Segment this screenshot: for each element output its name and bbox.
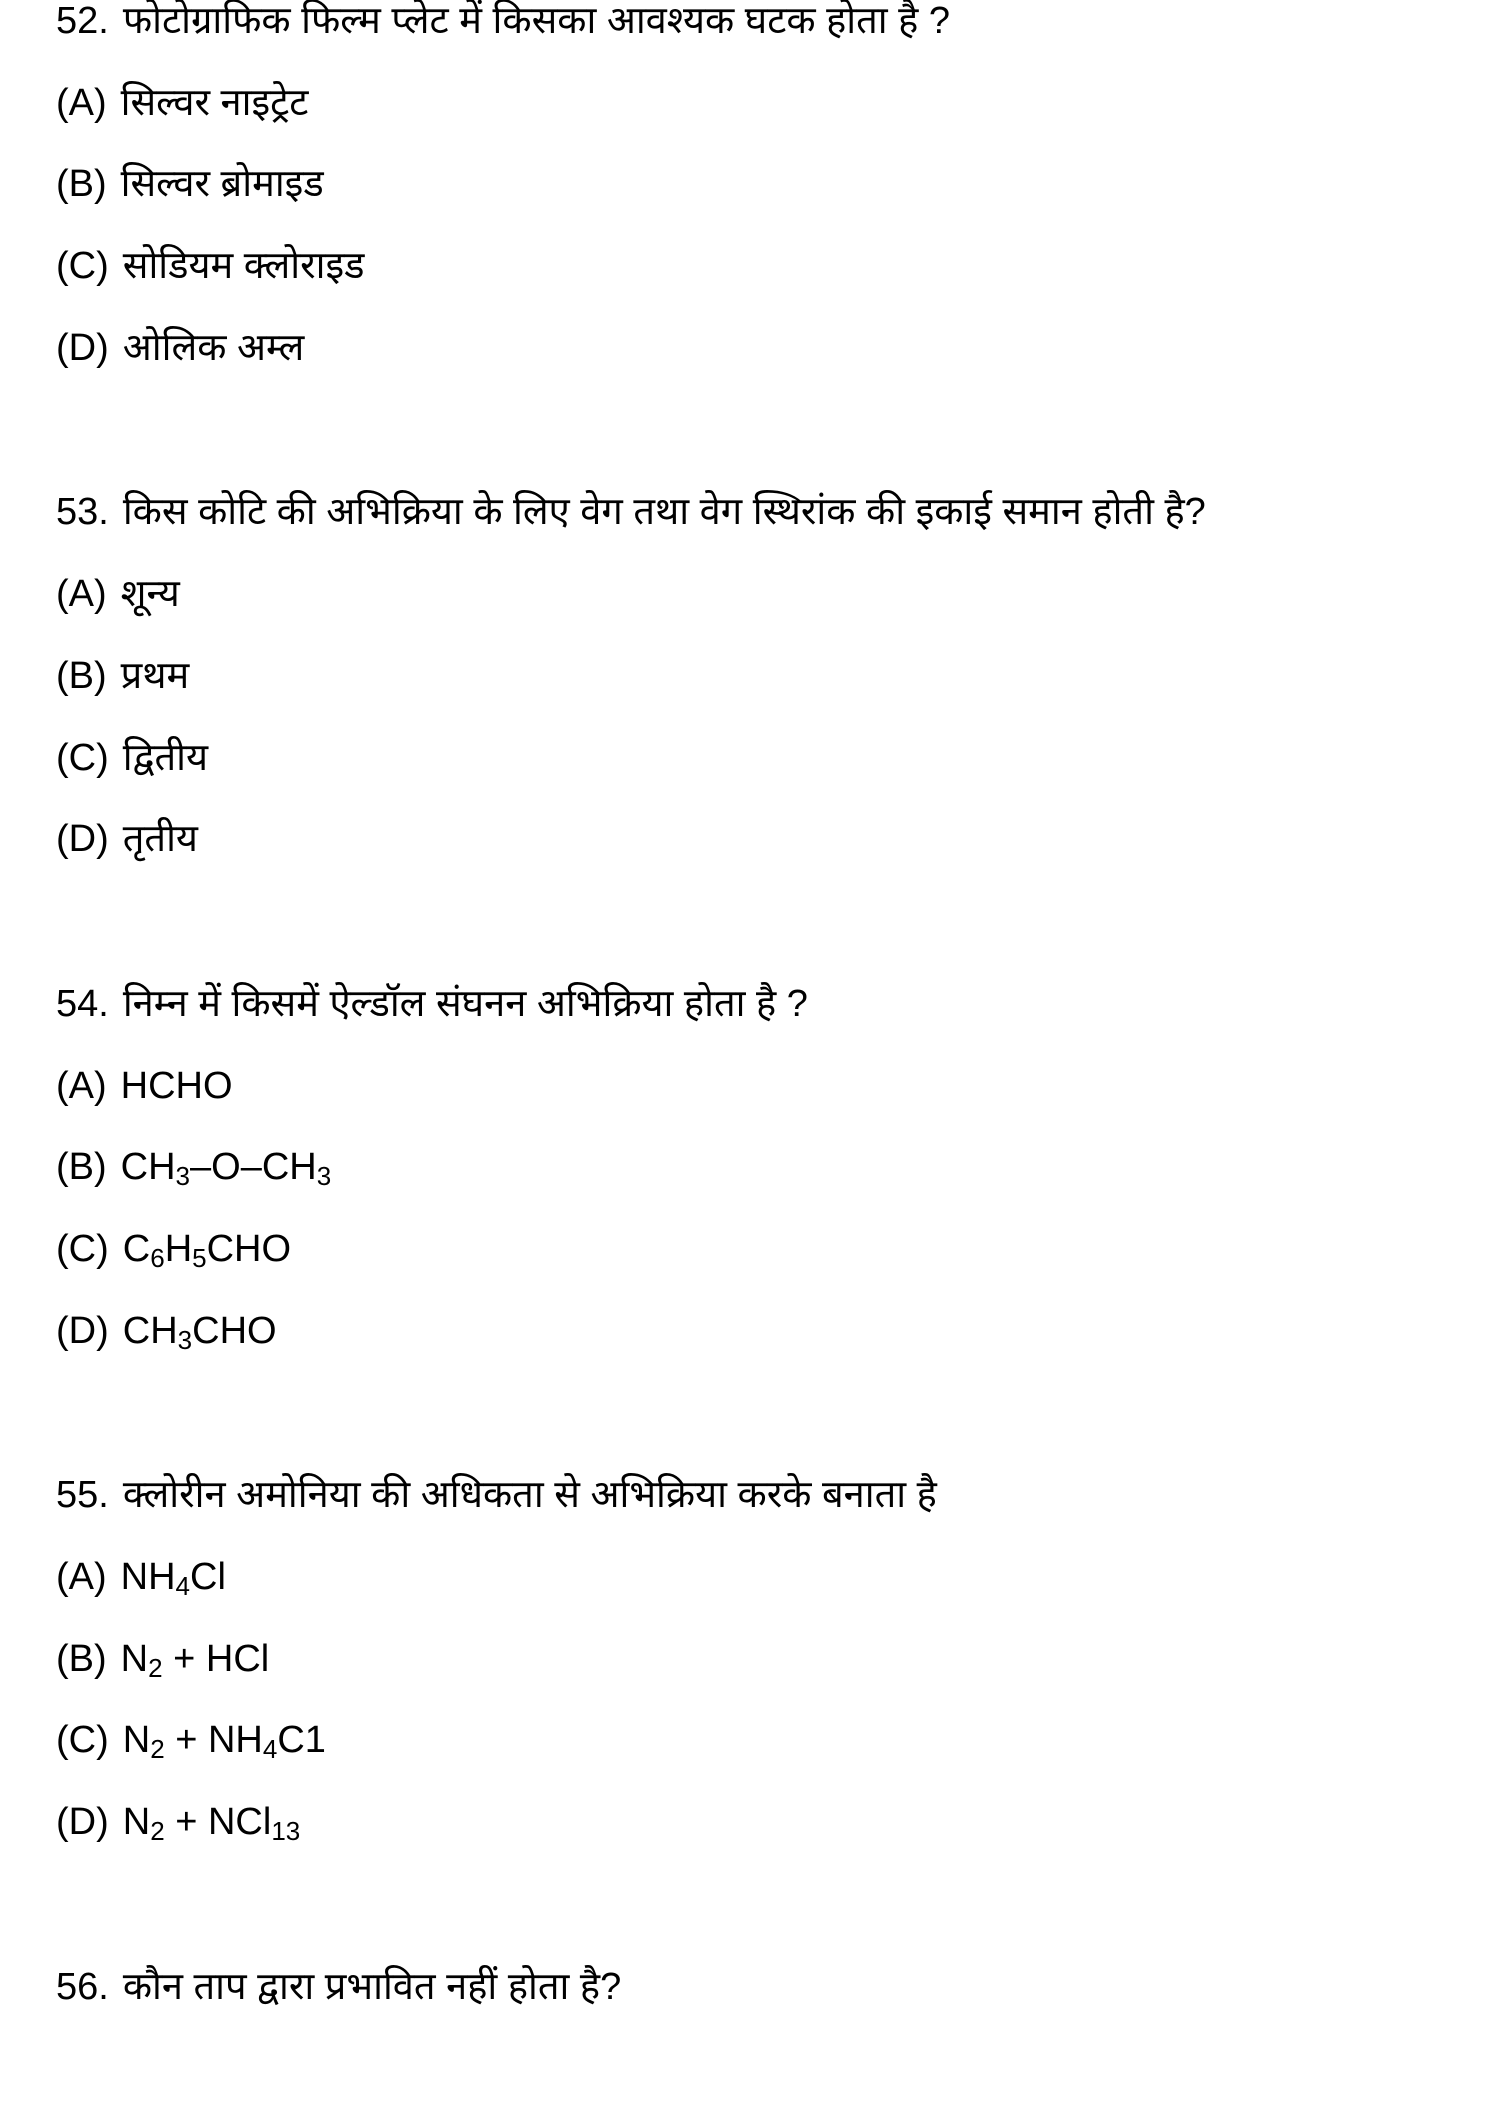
option-text: ओलिक अम्ल bbox=[122, 326, 305, 369]
option-label: (C) bbox=[56, 1227, 109, 1270]
question-stem bbox=[56, 1455, 1485, 1537]
question-55 bbox=[56, 1455, 1485, 1863]
option-text: सोडियम क्लोराइड bbox=[122, 245, 365, 288]
question-text: कौन ताप द्वारा प्रभावित नहीं होता है? bbox=[122, 1965, 622, 2008]
option-b bbox=[56, 144, 1485, 226]
question-stem bbox=[56, 964, 1485, 1046]
option-text: सिल्वर ब्रोमाइड bbox=[120, 163, 324, 206]
option-subscript: 4 bbox=[175, 1571, 191, 1601]
option-label: (C) bbox=[56, 1719, 109, 1762]
option-text: N bbox=[120, 1637, 149, 1680]
question-number: 52. bbox=[56, 0, 109, 42]
option-text: N bbox=[122, 1719, 151, 1762]
option-subscript: 3 bbox=[177, 1324, 193, 1355]
option-text: प्रथम bbox=[120, 654, 190, 697]
option-subscript: 2 bbox=[150, 1734, 165, 1765]
question-text: क्लोरीन अमोनिया की अधिकता से अभिक्रिया करके बनाता है bbox=[122, 1474, 937, 1517]
option-label: (C) bbox=[56, 245, 109, 288]
option-b bbox=[56, 1127, 1485, 1209]
option-text: द्वितीय bbox=[122, 736, 208, 779]
option-text: N bbox=[122, 1801, 151, 1844]
option-text: CHO bbox=[192, 1309, 277, 1352]
option-text: + NH bbox=[164, 1719, 263, 1762]
option-text: C bbox=[122, 1227, 151, 1270]
option-text: सिल्वर नाइट्रेट bbox=[120, 81, 309, 124]
question-54 bbox=[56, 964, 1485, 1372]
question-stem bbox=[56, 1947, 1485, 2029]
option-text: शून्य bbox=[120, 573, 180, 616]
option-b bbox=[56, 1619, 1485, 1701]
option-c bbox=[56, 226, 1485, 308]
question-number: 55. bbox=[56, 1474, 109, 1517]
option-text: CH bbox=[120, 1146, 176, 1189]
option-text: Cl bbox=[190, 1556, 226, 1598]
option-text: NH bbox=[120, 1556, 176, 1598]
option-subscript: 3 bbox=[316, 1161, 332, 1192]
option-label: (D) bbox=[56, 1309, 109, 1352]
option-text: + NCl bbox=[164, 1801, 272, 1844]
question-56 bbox=[56, 1947, 1485, 2029]
option-d bbox=[56, 308, 1485, 390]
option-subscript: 2 bbox=[148, 1652, 163, 1683]
option-d bbox=[56, 799, 1485, 881]
option-subscript: 5 bbox=[192, 1242, 207, 1273]
option-label: (B) bbox=[56, 654, 107, 697]
question-52 bbox=[56, 0, 1485, 389]
option-a bbox=[56, 554, 1485, 636]
option-a bbox=[56, 63, 1485, 145]
option-d bbox=[56, 1782, 1485, 1864]
question-number: 56. bbox=[56, 1965, 109, 2008]
option-a bbox=[56, 1046, 1485, 1128]
option-label: (B) bbox=[56, 1637, 107, 1680]
option-text: CHO bbox=[206, 1227, 292, 1270]
option-c bbox=[56, 1700, 1485, 1782]
option-label: (A) bbox=[56, 573, 107, 616]
option-subscript: 3 bbox=[175, 1161, 191, 1192]
question-stem bbox=[56, 472, 1485, 554]
question-number: 53. bbox=[56, 491, 109, 534]
option-label: (B) bbox=[56, 1146, 107, 1189]
question-53 bbox=[56, 472, 1485, 880]
option-text: H bbox=[164, 1227, 193, 1270]
option-text: –O–CH bbox=[190, 1146, 317, 1189]
option-d bbox=[56, 1291, 1485, 1373]
option-label: (C) bbox=[56, 736, 109, 779]
question-stem bbox=[56, 0, 1485, 63]
option-label: (D) bbox=[56, 818, 109, 861]
option-c bbox=[56, 718, 1485, 800]
question-text: किस कोटि की अभिक्रिया के लिए वेग तथा वेग स्थिरांक की इकाई समान होती है? bbox=[122, 491, 1206, 534]
question-document bbox=[56, 0, 1485, 2111]
option-subscript: 13 bbox=[271, 1816, 301, 1847]
option-label: (A) bbox=[56, 1064, 107, 1107]
option-c bbox=[56, 1209, 1485, 1291]
option-subscript: 2 bbox=[150, 1816, 165, 1847]
question-number: 54. bbox=[56, 982, 109, 1025]
option-label: (D) bbox=[56, 326, 109, 369]
option-text: HCHO bbox=[120, 1064, 233, 1107]
option-label: (D) bbox=[56, 1801, 109, 1844]
option-b bbox=[56, 636, 1485, 718]
option-subscript: 6 bbox=[150, 1242, 165, 1273]
option-text: C1 bbox=[277, 1719, 326, 1762]
option-label: (B) bbox=[56, 163, 107, 206]
option-subscript: 4 bbox=[262, 1734, 278, 1765]
question-text: निम्न में किसमें ऐल्डॉल संघनन अभिक्रिया होता है ? bbox=[122, 982, 808, 1025]
option-text: CH bbox=[122, 1309, 178, 1352]
option-a bbox=[56, 1537, 1485, 1619]
option-label: (A) bbox=[56, 1556, 107, 1598]
question-text: फोटोग्राफिक फिल्म प्लेट में किसका आवश्यक घटक होता है ? bbox=[122, 0, 951, 42]
option-text: तृतीय bbox=[122, 818, 198, 861]
option-label: (A) bbox=[56, 81, 107, 124]
option-text: + HCl bbox=[162, 1637, 270, 1680]
